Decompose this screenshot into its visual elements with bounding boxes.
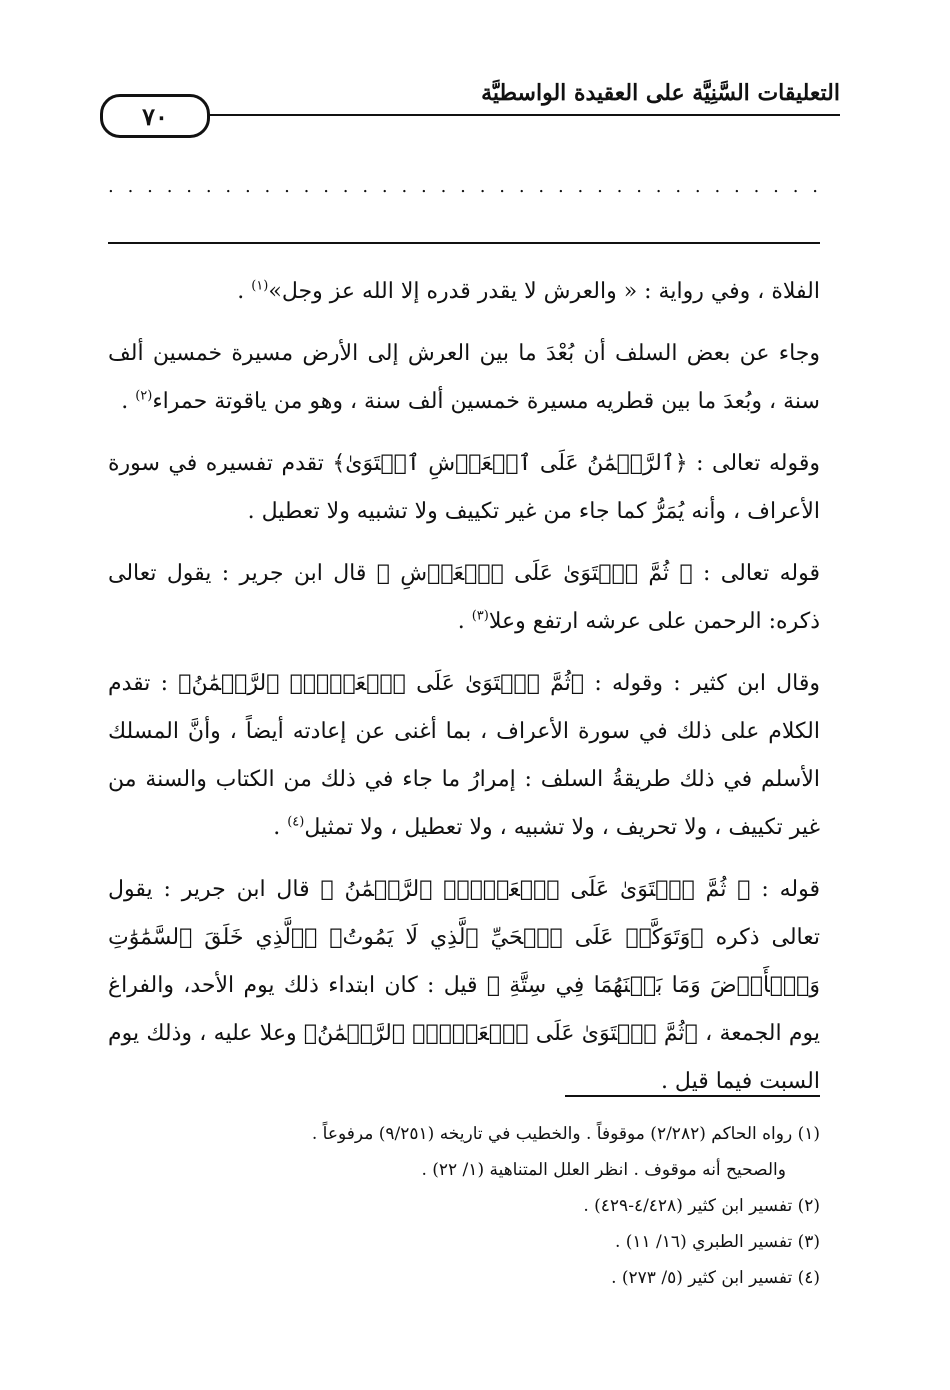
footnote: (٢) تفسير ابن كثير (٤/٤٢٨-٤٢٩) .: [583, 1196, 820, 1216]
page-header: [100, 70, 840, 140]
running-title: التعليقات السَّنِيَّة على العقيدة الواسطيَّة: [481, 80, 840, 106]
footnote-rule: [565, 1095, 820, 1097]
header-rule: [200, 114, 840, 116]
paragraph: قوله تعالى : ﴿ ثُمَّ ٱسۡتَوَىٰ عَلَى ٱلۡعَرۡشِ ﴾ قال ابن جرير : يقول تعالى ذكره: الرحمن على عرشه ارتفع وعلا$^{(٣)}$ .: [108, 561, 820, 634]
footnote: والصحيح أنه موقوف . انظر العلل المتناهية (١/ ٢٢) .: [421, 1160, 786, 1180]
footnote: (٣) تفسير الطبري (١٦/ ١١) .: [614, 1232, 820, 1252]
footnote: (٤) تفسير ابن كثير (٥/ ٢٧٣) .: [611, 1268, 820, 1288]
footnote-ref: (١): [251, 278, 269, 294]
paragraph: وجاء عن بعض السلف أن بُعْدَ ما بين العرش إلى الأرض مسيرة خمسين ألف سنة ، وبُعدَ ما بين قطريه مسيرة خمسين ألف سنة ، وهو من ياقوتة حمراء$^{(٢)}$ .: [108, 341, 820, 414]
footnote-ref: (٢): [135, 388, 153, 404]
main-text: [108, 268, 820, 1120]
footnote-ref: (٤): [287, 814, 305, 830]
footnote: (١) رواه الحاكم (٢/٢٨٢) موقوفاً . والخطيب في تاريخه (٩/٢٥١) مرفوعاً .: [311, 1124, 820, 1144]
dotted-separator: . . . . . . . . . . . . . . . . . . . . . . . . . . . . . . . . . . . . .: [108, 176, 820, 197]
page-number: ٧٠: [100, 94, 210, 138]
footnotes: [108, 1116, 820, 1296]
paragraph: الفلاة ، وفي رواية : « والعرش لا يقدر قدره إلا الله عز وجل»$^{(١)}$ .: [237, 278, 820, 304]
paragraph: وقوله تعالى : ﴿ٱلرَّحۡمَٰنُ عَلَى ٱلۡعَرۡشِ ٱسۡتَوَىٰ﴾ تقدم تفسيره في سورة الأعراف ، وأنه يُمَرُّ كما جاء من غير تكييف ولا تشبيه ولا تعطيل .: [108, 451, 820, 524]
footnote-ref: (٣): [471, 608, 489, 624]
top-rule: [108, 242, 820, 244]
paragraph: وقال ابن كثير : وقوله : ﴿ثُمَّ ٱسۡتَوَىٰ عَلَى ٱلۡعَرۡشِۚ ٱلرَّحۡمَٰنُ﴾ : تقدم الكلام على ذلك في سورة الأعراف ، بما أغنى عن إعادته أيضاً ، وأنَّ المسلك الأسلم في ذلك طريقةُ السلف : إمرارُ ما جاء في ذلك من الكتاب والسنة من غير تكييف ، ولا تحريف ، ولا تشبيه ، ولا تعطيل ، ولا تمثيل$^{(٤)}$ .: [108, 671, 820, 840]
paragraph: قوله : ﴿ ثُمَّ ٱسۡتَوَىٰ عَلَى ٱلۡعَرۡشِۚ ٱلرَّحۡمَٰنُ ﴾ قال ابن جرير : يقول تعالى ذكره ﴿وَتَوَكَّلۡ عَلَى ٱلۡحَيِّ ٱلَّذِي لَا يَمُوتُ﴾ ﴿ٱلَّذِي خَلَقَ ٱلسَّمَٰوَٰتِ وَٱلۡأَرۡضَ وَمَا بَيۡنَهُمَا فِي سِتَّةِ ﴾ قيل : كان ابتداء ذلك يوم الأحد، والفراغ يوم الجمعة ، ﴿ثُمَّ ٱسۡتَوَىٰ عَلَى ٱلۡعَرۡشِۚ ٱلرَّحۡمَٰنُ﴾ وعلا عليه ، وذلك يوم السبت فيما قيل .: [108, 877, 820, 1094]
